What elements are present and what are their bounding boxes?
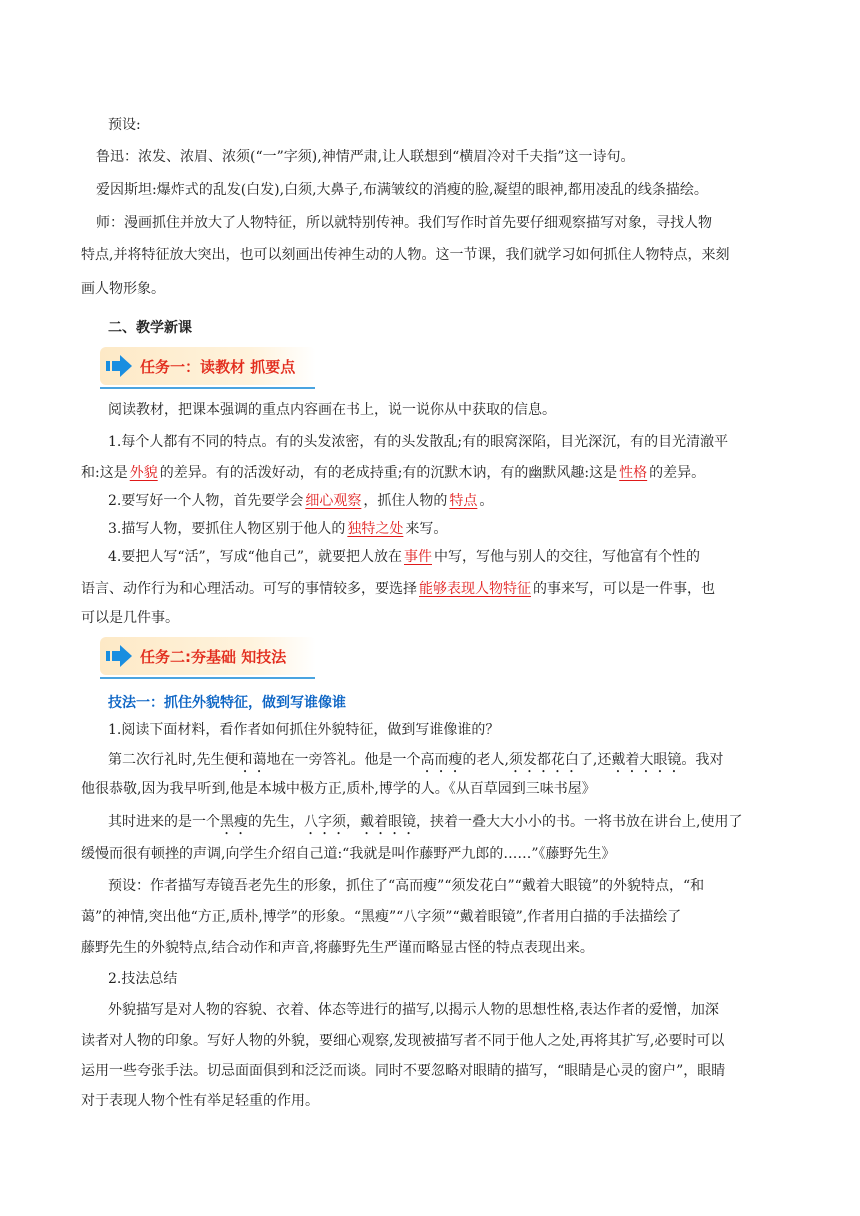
example-1-line-1: 第二次行礼时,先生便和蔼地在一旁答礼。他是一个高而瘦的老人,须发都花白了,还戴着大眼镜。我对	[108, 752, 724, 768]
point-2: 2.要写好一个人物，首先要学会 细心观察 ，抓住人物的 特点 。	[108, 493, 494, 509]
preset-label: 预设:	[108, 117, 141, 133]
example-2-line-2: 缓慢而很有顿挫的声调,向学生介绍自己道:“我就是叫作藤野严九郎的……”《藤野先生》	[81, 846, 616, 862]
point-1-line-2: 和:这是 外貌 的差异。有的活泼好动，有的老成持重;有的沉默木讷，有的幽默风趣:这是 性格 的差异。	[81, 465, 706, 481]
question-2: 2.技法总结	[108, 971, 178, 987]
blank-event: 事件	[404, 549, 432, 565]
task-one-banner	[100, 347, 316, 385]
preset-2-line-1: 预设：作者描写寿镜吾老先生的形象，抓住了“高而瘦”“须发花白”“戴着大眼镜”的外貌特点，“和	[108, 878, 705, 894]
point-3: 3.描写人物，要抓住人物区别于他人的 独特之处 来写。	[108, 521, 448, 537]
task-two-underline	[100, 677, 315, 679]
summary-line-2: 读者对人物的印象。写好人物的外貌，要细心观察,发现被描写者不同于他人之处,再将其扩写,必要时可以	[81, 1033, 725, 1049]
blank-observe: 细心观察	[305, 493, 362, 509]
luxun-paragraph: 鲁迅：浓发、浓眉、浓须(“一”字须),神情严肃,让人联想到“横眉冷对千夫指”这一诗句。	[96, 149, 635, 165]
arrow-right-icon	[106, 645, 132, 667]
preset-2-line-3: 藤野先生的外貌特点,结合动作和声音,将藤野先生严谨而略显古怪的特点表现出来。	[81, 940, 594, 956]
question-1: 1.阅读下面材料，看作者如何抓住外貌特征，做到写谁像谁的？	[108, 722, 500, 738]
arrow-right-icon	[106, 355, 132, 377]
example-1-line-2: 他很恭敬,因为我早听到,他是本城中极方正,质朴,博学的人。《从百草园到三味书屋》	[81, 781, 596, 797]
summary-line-3: 运用一些夸张手法。切忌面面俱到和泛泛而谈。同时不要忽略对眼睛的描写，“眼睛是心灵的窗户”，眼睛	[81, 1063, 726, 1079]
point-4-line-3: 可以是几件事。	[81, 610, 179, 626]
method-one-title: 技法一：抓住外貌特征，做到写谁像谁	[108, 695, 346, 711]
point-4-line-1: 4.要把人写“活”，写成“他自己”，就要把人放在 事件 中写，写他与别人的交往，写他富有个性的	[108, 549, 700, 565]
blank-personality: 性格	[619, 465, 648, 481]
blank-features: 特点	[449, 493, 478, 509]
point-1-line-1: 1.每个人都有不同的特点。有的头发浓密，有的头发散乱;有的眼窝深陷，目光深沉，有的目光清澈平	[108, 434, 729, 450]
summary-line-1: 外貌描写是对人物的容貌、衣着、体态等进行的描写,以揭示人物的思想性格,表达作者的爱憎，加深	[108, 1002, 719, 1018]
blank-appearance: 外貌	[129, 465, 158, 481]
summary-line-4: 对于表现人物个性有举足轻重的作用。	[81, 1093, 319, 1109]
task-one-label: 任务一：读教材 抓要点	[140, 358, 296, 376]
teacher-line-3: 画人物形象。	[81, 281, 165, 297]
teacher-line-2: 特点,并将特征放大突出，也可以刻画出传神生动的人物。这一节课，我们就学习如何抓住人物特点，来刻	[81, 247, 730, 263]
point-4-line-2: 语言、动作行为和心理活动。可写的事情较多，要选择 能够表现人物特征 的事来写，可以是一件事，也	[81, 581, 715, 597]
task-two-banner	[100, 637, 316, 675]
preset-2-line-2: 蔼”的神情,突出他“方正,质朴,博学”的形象。“黑瘦”“八字须”“戴着眼镜”,作者用白描的手法描绘了	[81, 909, 682, 925]
blank-show-features: 能够表现人物特征	[419, 581, 531, 597]
task-one-underline	[100, 387, 315, 389]
section-heading: 二、教学新课	[108, 320, 192, 336]
task-one-instruction: 阅读教材，把课本强调的重点内容画在书上，说一说你从中获取的信息。	[108, 402, 556, 418]
blank-unique: 独特之处	[347, 521, 404, 537]
teacher-line-1: 师：漫画抓住并放大了人物特征，所以就特别传神。我们写作时首先要仔细观察描写对象，寻找人物	[96, 215, 712, 231]
task-two-label: 任务二:夯基础 知技法	[140, 648, 287, 666]
einstein-paragraph: 爱因斯坦:爆炸式的乱发(白发),白须,大鼻子,布满皱纹的消瘦的脸,凝望的眼神,都用凌乱的线条描绘。	[96, 182, 708, 198]
example-2-line-1: 其时进来的是一个黑瘦的先生，八字须，戴着眼镜，挟着一叠大大小小的书。一将书放在讲台上,使用了	[108, 814, 743, 830]
